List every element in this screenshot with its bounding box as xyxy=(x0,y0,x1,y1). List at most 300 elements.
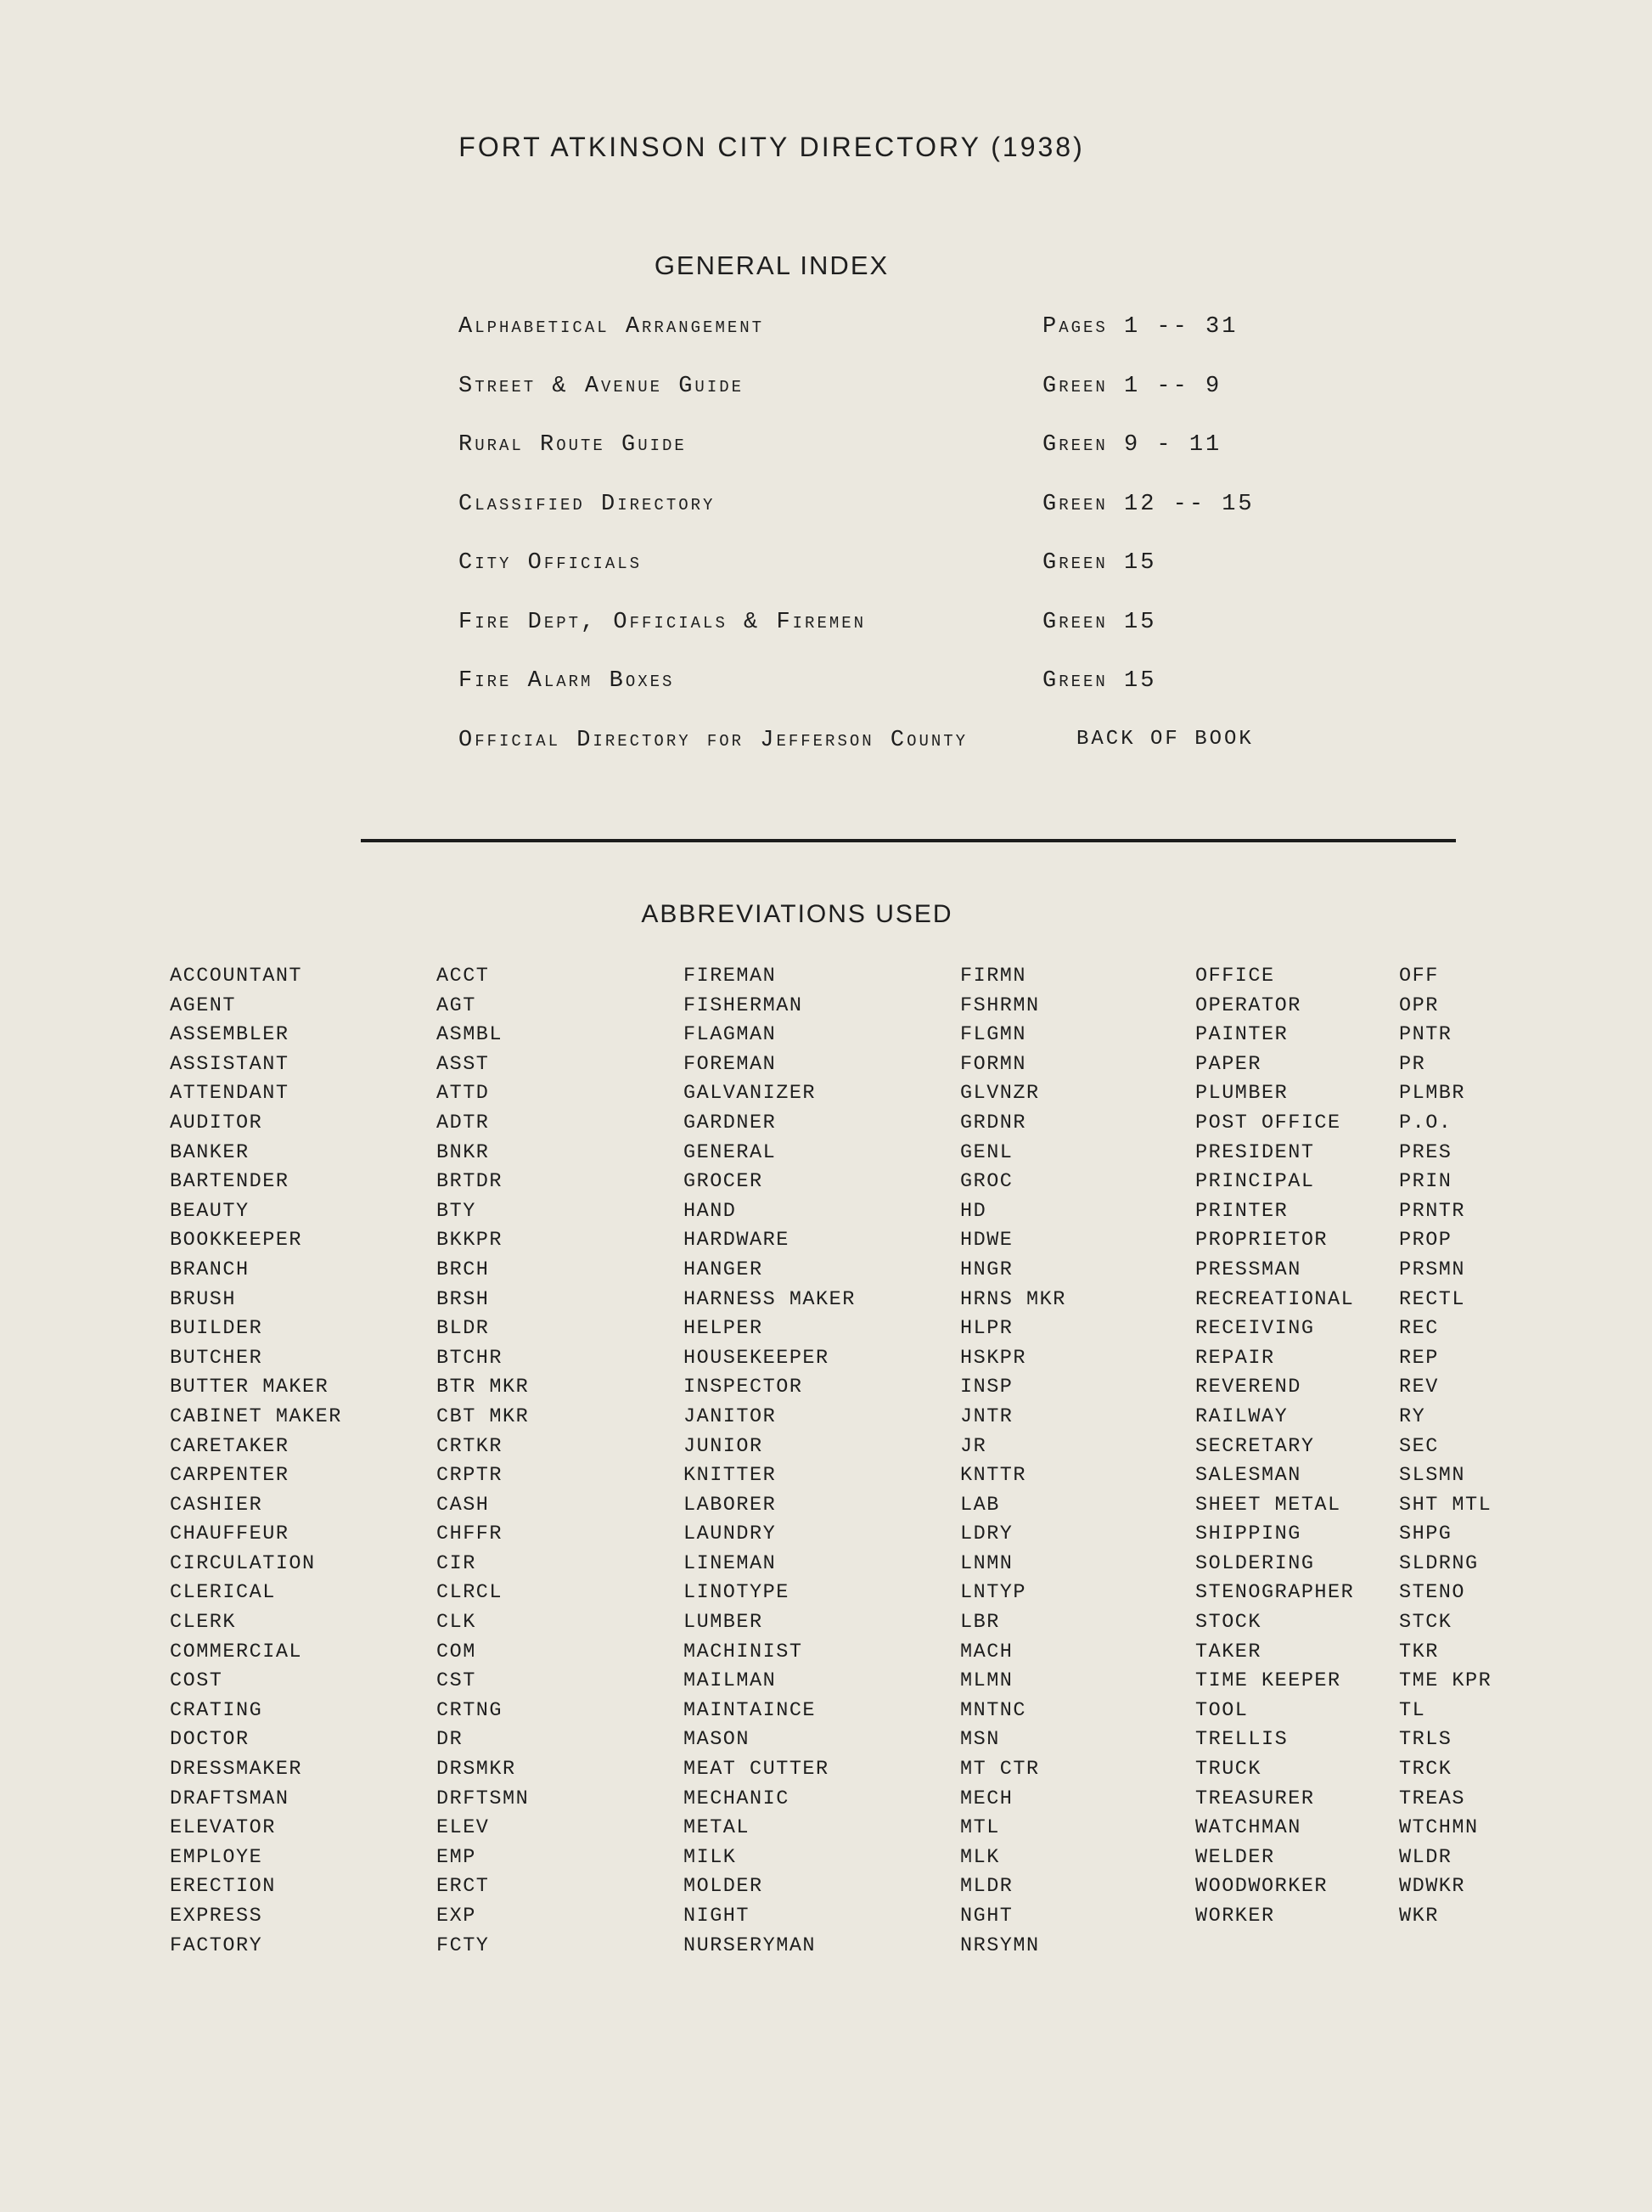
abbreviation-word: AGENT xyxy=(170,993,237,1017)
abbreviation-row xyxy=(170,1258,490,1288)
abbreviation-row xyxy=(1195,1170,1453,1200)
abbreviation-row xyxy=(1195,1434,1439,1465)
abbreviation-short: DR xyxy=(436,1728,464,1752)
abbreviation-row xyxy=(683,1082,1040,1112)
index-pages: Pages 1 -- 31 xyxy=(1042,314,1239,340)
abbreviation-short: ATTD xyxy=(436,1082,490,1106)
abbreviation-row xyxy=(1195,1875,1466,1905)
index-label: Fire Alarm Boxes xyxy=(458,668,675,694)
abbreviation-row xyxy=(170,1611,476,1641)
abbreviation-short: HLPR xyxy=(960,1317,1014,1341)
abbreviation-short: BNKR xyxy=(436,1140,490,1164)
abbreviation-short: PRIN xyxy=(1399,1170,1453,1194)
abbreviation-word: BUTTER MAKER xyxy=(170,1376,329,1399)
abbreviation-word: MEAT CUTTER xyxy=(683,1758,829,1781)
abbreviation-word: CLERICAL xyxy=(170,1581,276,1605)
abbreviation-row xyxy=(1195,1023,1453,1053)
abbreviation-short: PR xyxy=(1399,1052,1426,1076)
abbreviation-word: JANITOR xyxy=(683,1404,777,1428)
abbreviation-word: PAINTER xyxy=(1195,1023,1289,1047)
abbreviation-row xyxy=(683,1052,1027,1083)
abbreviation-row xyxy=(170,1493,490,1523)
abbreviation-short: JNTR xyxy=(960,1404,1014,1428)
abbreviation-short: GRDNR xyxy=(960,1111,1027,1134)
abbreviation-row xyxy=(1195,1287,1466,1318)
abbreviation-word: LINOTYPE xyxy=(683,1581,789,1605)
abbreviation-word: ASSISTANT xyxy=(170,1052,289,1076)
abbreviations-column xyxy=(1195,965,1492,1934)
abbreviation-row xyxy=(1195,1464,1466,1494)
index-label: Official Directory for Jefferson County xyxy=(458,727,969,753)
abbreviation-short: PRNTR xyxy=(1399,1199,1466,1223)
abbreviation-short: BRCH xyxy=(436,1258,490,1281)
abbreviation-row xyxy=(170,1581,503,1611)
abbreviation-word: INSPECTOR xyxy=(683,1376,803,1399)
section-divider xyxy=(361,839,1456,842)
abbreviation-row xyxy=(1195,1905,1439,1934)
abbreviation-row xyxy=(170,1229,503,1258)
abbreviation-row xyxy=(170,993,476,1024)
abbreviation-word: BANKER xyxy=(170,1140,250,1164)
index-pages: Green 15 xyxy=(1042,609,1157,635)
abbreviation-word: MILK xyxy=(683,1845,737,1869)
abbreviation-word: CABINET MAKER xyxy=(170,1404,342,1428)
abbreviation-row xyxy=(1195,1728,1453,1758)
abbreviation-short: LBR xyxy=(960,1611,1000,1635)
abbreviation-short: HNGR xyxy=(960,1258,1014,1281)
abbreviation-word: HARNESS MAKER xyxy=(683,1287,856,1311)
abbreviation-short: GLVNZR xyxy=(960,1082,1040,1106)
abbreviation-short: FSHRMN xyxy=(960,993,1040,1017)
abbreviation-word: LABORER xyxy=(683,1493,777,1517)
abbreviation-row xyxy=(683,1728,1000,1758)
general-index-title: GENERAL INDEX xyxy=(654,250,890,280)
abbreviation-word: ELEVATOR xyxy=(170,1816,276,1840)
abbreviation-word: COST xyxy=(170,1669,223,1693)
abbreviation-word: TRUCK xyxy=(1195,1758,1262,1781)
abbreviation-short: REC xyxy=(1399,1317,1439,1341)
abbreviation-row xyxy=(1195,993,1439,1024)
abbreviation-word: HAND xyxy=(683,1199,737,1223)
index-pages: Green 9 - 11 xyxy=(1042,432,1222,458)
abbreviation-short: DRFTSMN xyxy=(436,1787,530,1810)
index-row xyxy=(458,601,1307,661)
abbreviation-short: SEC xyxy=(1399,1434,1439,1458)
abbreviation-word: HANGER xyxy=(683,1258,763,1281)
abbreviation-row xyxy=(683,1111,1027,1141)
abbreviation-word: PLUMBER xyxy=(1195,1082,1289,1106)
abbreviation-row xyxy=(170,1434,503,1465)
abbreviation-word: WORKER xyxy=(1195,1905,1275,1928)
abbreviation-short: BTY xyxy=(436,1199,476,1223)
abbreviation-short: CRTNG xyxy=(436,1698,503,1722)
abbreviation-row xyxy=(170,1023,503,1053)
abbreviation-row xyxy=(683,1698,1027,1729)
abbreviation-word: DRAFTSMAN xyxy=(170,1787,289,1810)
abbreviation-row xyxy=(1195,1816,1479,1846)
abbreviation-word: WOODWORKER xyxy=(1195,1875,1329,1899)
abbreviation-short: FIRMN xyxy=(960,965,1027,988)
abbreviation-word: SALESMAN xyxy=(1195,1464,1301,1488)
abbreviation-word: LUMBER xyxy=(683,1611,763,1635)
abbreviation-word: BOOKKEEPER xyxy=(170,1229,303,1252)
abbreviation-short: PLMBR xyxy=(1399,1082,1466,1106)
abbreviation-row xyxy=(683,1523,1014,1552)
abbreviation-word: GROCER xyxy=(683,1170,763,1194)
abbreviation-word: BUILDER xyxy=(170,1317,263,1341)
abbreviation-row xyxy=(683,1287,1066,1318)
abbreviation-short: BRTDR xyxy=(436,1170,503,1194)
abbreviation-word: WELDER xyxy=(1195,1845,1275,1869)
abbreviation-row xyxy=(1195,1111,1453,1141)
abbreviation-word: SECRETARY xyxy=(1195,1434,1315,1458)
abbreviation-short: ADTR xyxy=(436,1111,490,1134)
abbreviation-word: GALVANIZER xyxy=(683,1082,817,1106)
abbreviation-short: HDWE xyxy=(960,1229,1014,1252)
abbreviation-short: MSN xyxy=(960,1728,1000,1752)
abbreviation-word: FLAGMAN xyxy=(683,1023,777,1047)
abbreviation-word: TIME KEEPER xyxy=(1195,1669,1341,1693)
abbreviation-short: WDWKR xyxy=(1399,1875,1466,1899)
abbreviation-short: RY xyxy=(1399,1404,1426,1428)
abbreviation-short: SLSMN xyxy=(1399,1464,1466,1488)
abbreviation-word: EXPRESS xyxy=(170,1905,263,1928)
abbreviation-word: MAILMAN xyxy=(683,1669,777,1693)
abbreviation-word: TOOL xyxy=(1195,1698,1249,1722)
abbreviation-short: AGT xyxy=(436,993,476,1017)
abbreviation-row xyxy=(683,1376,1014,1405)
abbreviation-short: SLDRNG xyxy=(1399,1551,1479,1575)
abbreviation-short: BRSH xyxy=(436,1287,490,1311)
abbreviation-short: TME KPR xyxy=(1399,1669,1492,1693)
abbreviation-row xyxy=(1195,1493,1492,1523)
abbreviation-word: PRESIDENT xyxy=(1195,1140,1315,1164)
abbreviations-title: ABBREVIATIONS USED xyxy=(641,900,953,928)
abbreviation-short: EMP xyxy=(436,1845,476,1869)
abbreviation-row xyxy=(170,1199,476,1230)
abbreviation-word: CRATING xyxy=(170,1698,263,1722)
abbreviation-word: MOLDER xyxy=(683,1875,763,1899)
abbreviation-short: DRSMKR xyxy=(436,1758,516,1781)
abbreviation-short: CLRCL xyxy=(436,1581,503,1605)
abbreviation-word: RECEIVING xyxy=(1195,1317,1315,1341)
abbreviation-word: DRESSMAKER xyxy=(170,1758,303,1781)
abbreviation-row xyxy=(170,1287,490,1318)
abbreviation-row xyxy=(683,1787,1014,1817)
abbreviation-row xyxy=(1195,1758,1453,1787)
abbreviation-row xyxy=(683,1023,1027,1053)
index-label: Classified Directory xyxy=(458,491,716,517)
abbreviation-short: KNTTR xyxy=(960,1464,1027,1488)
abbreviation-short: PROP xyxy=(1399,1229,1453,1252)
abbreviation-row xyxy=(683,1551,1014,1582)
abbreviation-short: BTCHR xyxy=(436,1346,503,1370)
abbreviation-short: BTR MKR xyxy=(436,1376,530,1399)
abbreviation-word: CASHIER xyxy=(170,1493,263,1517)
abbreviation-word: ATTENDANT xyxy=(170,1082,289,1106)
abbreviation-row xyxy=(1195,1611,1453,1641)
abbreviation-row xyxy=(1195,1640,1439,1670)
abbreviation-short: MLK xyxy=(960,1845,1000,1869)
abbreviation-short: MT CTR xyxy=(960,1758,1040,1781)
abbreviation-word: BARTENDER xyxy=(170,1170,289,1194)
index-row xyxy=(458,542,1307,601)
abbreviation-word: ACCOUNTANT xyxy=(170,965,303,988)
abbreviation-word: WATCHMAN xyxy=(1195,1816,1301,1840)
abbreviation-short: REP xyxy=(1399,1346,1439,1370)
abbreviation-short: STENO xyxy=(1399,1581,1466,1605)
index-row xyxy=(458,483,1307,543)
abbreviation-short: CRPTR xyxy=(436,1464,503,1488)
abbreviation-word: BRANCH xyxy=(170,1258,250,1281)
index-pages: Green 12 -- 15 xyxy=(1042,491,1255,517)
abbreviation-word: SHIPPING xyxy=(1195,1523,1301,1546)
abbreviation-row xyxy=(170,1170,503,1200)
abbreviation-short: HRNS MKR xyxy=(960,1287,1066,1311)
abbreviation-word: BEAUTY xyxy=(170,1199,250,1223)
abbreviation-short: OPR xyxy=(1399,993,1439,1017)
abbreviation-word: HARDWARE xyxy=(683,1229,789,1252)
abbreviation-row xyxy=(683,1317,1014,1347)
abbreviation-row xyxy=(1195,1523,1453,1552)
abbreviation-row xyxy=(683,1404,1014,1435)
abbreviation-row xyxy=(1195,1787,1466,1817)
abbreviation-short: GROC xyxy=(960,1170,1014,1194)
abbreviation-word: TREASURER xyxy=(1195,1787,1315,1810)
abbreviation-row xyxy=(683,965,1027,994)
index-label: Rural Route Guide xyxy=(458,432,687,458)
abbreviation-row xyxy=(1195,1669,1492,1699)
abbreviation-word: GARDNER xyxy=(683,1111,777,1134)
index-pages: Green 15 xyxy=(1042,550,1157,576)
index-pages: Green 15 xyxy=(1042,668,1157,694)
abbreviation-short: SHPG xyxy=(1399,1523,1453,1546)
abbreviation-short: PRES xyxy=(1399,1140,1453,1164)
abbreviation-row xyxy=(1195,1376,1439,1405)
abbreviation-row xyxy=(170,1376,530,1405)
abbreviation-row xyxy=(170,1669,476,1699)
abbreviation-row xyxy=(170,1905,476,1934)
abbreviation-row xyxy=(683,1611,1000,1641)
abbreviation-short: BLDR xyxy=(436,1317,490,1341)
abbreviation-row xyxy=(170,1082,490,1112)
abbreviation-short: FCTY xyxy=(436,1933,490,1957)
abbreviation-row xyxy=(170,1758,516,1787)
abbreviation-word: ERECTION xyxy=(170,1875,276,1899)
abbreviation-word: AUDITOR xyxy=(170,1111,263,1134)
abbreviation-word: LINEMAN xyxy=(683,1551,777,1575)
abbreviation-word: FIREMAN xyxy=(683,965,777,988)
abbreviation-row xyxy=(683,1346,1027,1376)
index-row xyxy=(458,424,1307,483)
abbreviation-short: LNTYP xyxy=(960,1581,1027,1605)
index-row xyxy=(458,660,1307,719)
abbreviation-word: COMMERCIAL xyxy=(170,1640,303,1663)
abbreviations-column xyxy=(170,965,530,1963)
abbreviation-row xyxy=(170,1317,490,1347)
abbreviation-row xyxy=(170,1787,530,1817)
index-label: Street & Avenue Guide xyxy=(458,373,745,399)
abbreviation-short: STCK xyxy=(1399,1611,1453,1635)
abbreviation-short: JR xyxy=(960,1434,987,1458)
abbreviation-word: MACHINIST xyxy=(683,1640,803,1663)
abbreviation-short: INSP xyxy=(960,1376,1014,1399)
abbreviation-short: P.O. xyxy=(1399,1111,1453,1134)
abbreviation-row xyxy=(170,1140,490,1171)
abbreviation-word: EMPLOYE xyxy=(170,1845,263,1869)
abbreviation-row xyxy=(1195,1404,1426,1435)
abbreviation-word: PRINTER xyxy=(1195,1199,1289,1223)
abbreviation-word: RAILWAY xyxy=(1195,1404,1289,1428)
abbreviation-word: LAUNDRY xyxy=(683,1523,777,1546)
abbreviation-row xyxy=(683,1581,1027,1611)
abbreviation-short: LDRY xyxy=(960,1523,1014,1546)
abbreviation-short: FLGMN xyxy=(960,1023,1027,1047)
abbreviation-short: MLDR xyxy=(960,1875,1014,1899)
abbreviation-row xyxy=(683,1758,1040,1787)
abbreviation-short: HSKPR xyxy=(960,1346,1027,1370)
abbreviation-row xyxy=(1195,1140,1453,1171)
abbreviation-row xyxy=(683,1905,1014,1934)
abbreviation-word: REPAIR xyxy=(1195,1346,1275,1370)
abbreviation-row xyxy=(1195,1317,1439,1347)
abbreviation-word: PROPRIETOR xyxy=(1195,1229,1329,1252)
abbreviation-row xyxy=(1195,1845,1453,1876)
abbreviation-short: MNTNC xyxy=(960,1698,1027,1722)
abbreviation-row xyxy=(683,1258,1014,1288)
abbreviation-row xyxy=(170,1404,530,1435)
abbreviation-word: FOREMAN xyxy=(683,1052,777,1076)
index-label: Alphabetical Arrangement xyxy=(458,314,765,340)
abbreviation-row xyxy=(170,1640,476,1670)
abbreviation-short: EXP xyxy=(436,1905,476,1928)
abbreviation-word: BRUSH xyxy=(170,1287,237,1311)
abbreviation-word: PAPER xyxy=(1195,1052,1262,1076)
abbreviation-row xyxy=(170,1346,503,1376)
abbreviation-word: OPERATOR xyxy=(1195,993,1301,1017)
abbreviation-word: METAL xyxy=(683,1816,750,1840)
abbreviation-short: CHFFR xyxy=(436,1523,503,1546)
abbreviation-word: CARPENTER xyxy=(170,1464,289,1488)
abbreviation-row xyxy=(170,1816,490,1846)
abbreviation-short: TKR xyxy=(1399,1640,1439,1663)
abbreviation-short: COM xyxy=(436,1640,476,1663)
abbreviation-row xyxy=(1195,1258,1466,1288)
abbreviation-short: CBT MKR xyxy=(436,1404,530,1428)
abbreviation-word: MASON xyxy=(683,1728,750,1752)
abbreviation-short: PNTR xyxy=(1399,1023,1453,1047)
abbreviation-word: JUNIOR xyxy=(683,1434,763,1458)
abbreviation-row xyxy=(170,965,490,994)
abbreviation-word: CIRCULATION xyxy=(170,1551,316,1575)
abbreviation-short: CRTKR xyxy=(436,1434,503,1458)
page-title: FORT ATKINSON CITY DIRECTORY (1938) xyxy=(458,132,1085,162)
abbreviation-row xyxy=(170,1052,490,1083)
abbreviation-short: LAB xyxy=(960,1493,1000,1517)
abbreviation-short: WKR xyxy=(1399,1905,1439,1928)
abbreviation-row xyxy=(170,1551,476,1582)
abbreviation-word: PRINCIPAL xyxy=(1195,1170,1315,1194)
abbreviation-row xyxy=(683,1199,987,1230)
abbreviations-column xyxy=(683,965,1066,1963)
abbreviation-row xyxy=(683,1845,1000,1876)
abbreviation-row xyxy=(170,1111,490,1141)
abbreviation-row xyxy=(1195,1698,1426,1729)
abbreviation-row xyxy=(1195,1346,1439,1376)
abbreviation-row xyxy=(1195,1229,1453,1258)
abbreviation-short: LNMN xyxy=(960,1551,1014,1575)
abbreviation-short: TL xyxy=(1399,1698,1426,1722)
abbreviation-word: OFFICE xyxy=(1195,965,1275,988)
abbreviation-word: BUTCHER xyxy=(170,1346,263,1370)
abbreviation-word: GENERAL xyxy=(683,1140,777,1164)
abbreviation-short: MACH xyxy=(960,1640,1014,1663)
abbreviation-row xyxy=(683,1229,1014,1258)
abbreviation-word: STENOGRAPHER xyxy=(1195,1581,1355,1605)
abbreviation-word: FISHERMAN xyxy=(683,993,803,1017)
abbreviation-word: CARETAKER xyxy=(170,1434,289,1458)
abbreviation-word: SOLDERING xyxy=(1195,1551,1315,1575)
abbreviation-short: GENL xyxy=(960,1140,1014,1164)
abbreviation-short: CLK xyxy=(436,1611,476,1635)
abbreviation-short: ASST xyxy=(436,1052,490,1076)
abbreviation-row xyxy=(1195,1199,1466,1230)
index-row xyxy=(458,306,1307,365)
abbreviation-word: KNITTER xyxy=(683,1464,777,1488)
abbreviation-row xyxy=(683,993,1040,1024)
abbreviation-short: SHT MTL xyxy=(1399,1493,1492,1517)
abbreviation-word: NIGHT xyxy=(683,1905,750,1928)
index-label: City Officials xyxy=(458,550,643,576)
abbreviation-short: TRCK xyxy=(1399,1758,1453,1781)
abbreviation-word: REVEREND xyxy=(1195,1376,1301,1399)
abbreviation-short: TREAS xyxy=(1399,1787,1466,1810)
index-label: Fire Dept, Officials & Firemen xyxy=(458,609,867,635)
abbreviation-word: RECREATIONAL xyxy=(1195,1287,1355,1311)
abbreviation-row xyxy=(683,1933,1040,1964)
abbreviation-row xyxy=(683,1875,1014,1905)
abbreviation-row xyxy=(683,1816,1000,1846)
abbreviation-word: SHEET METAL xyxy=(1195,1493,1341,1517)
abbreviation-short: BKKPR xyxy=(436,1229,503,1252)
abbreviation-word: HOUSEKEEPER xyxy=(683,1346,829,1370)
abbreviation-row xyxy=(683,1140,1014,1171)
abbreviation-row xyxy=(170,1728,464,1758)
abbreviation-row xyxy=(170,1845,476,1876)
abbreviation-short: WLDR xyxy=(1399,1845,1453,1869)
abbreviation-row xyxy=(170,1523,503,1552)
abbreviation-row xyxy=(170,1698,503,1729)
abbreviation-short: OFF xyxy=(1399,965,1439,988)
abbreviation-short: NRSYMN xyxy=(960,1933,1040,1957)
abbreviation-short: FORMN xyxy=(960,1052,1027,1076)
abbreviation-word: STOCK xyxy=(1195,1611,1262,1635)
abbreviation-short: CIR xyxy=(436,1551,476,1575)
abbreviation-word: TAKER xyxy=(1195,1640,1262,1663)
abbreviation-row xyxy=(683,1464,1027,1494)
abbreviation-row xyxy=(1195,1082,1466,1112)
abbreviation-short: ERCT xyxy=(436,1875,490,1899)
abbreviation-short: ACCT xyxy=(436,965,490,988)
abbreviation-word: DOCTOR xyxy=(170,1728,250,1752)
index-row xyxy=(458,719,1307,779)
abbreviation-row xyxy=(170,1464,503,1494)
abbreviation-word: MECHANIC xyxy=(683,1787,789,1810)
abbreviation-word: TRELLIS xyxy=(1195,1728,1289,1752)
abbreviation-short: CST xyxy=(436,1669,476,1693)
abbreviation-row xyxy=(683,1493,1000,1523)
abbreviation-short: WTCHMN xyxy=(1399,1816,1479,1840)
